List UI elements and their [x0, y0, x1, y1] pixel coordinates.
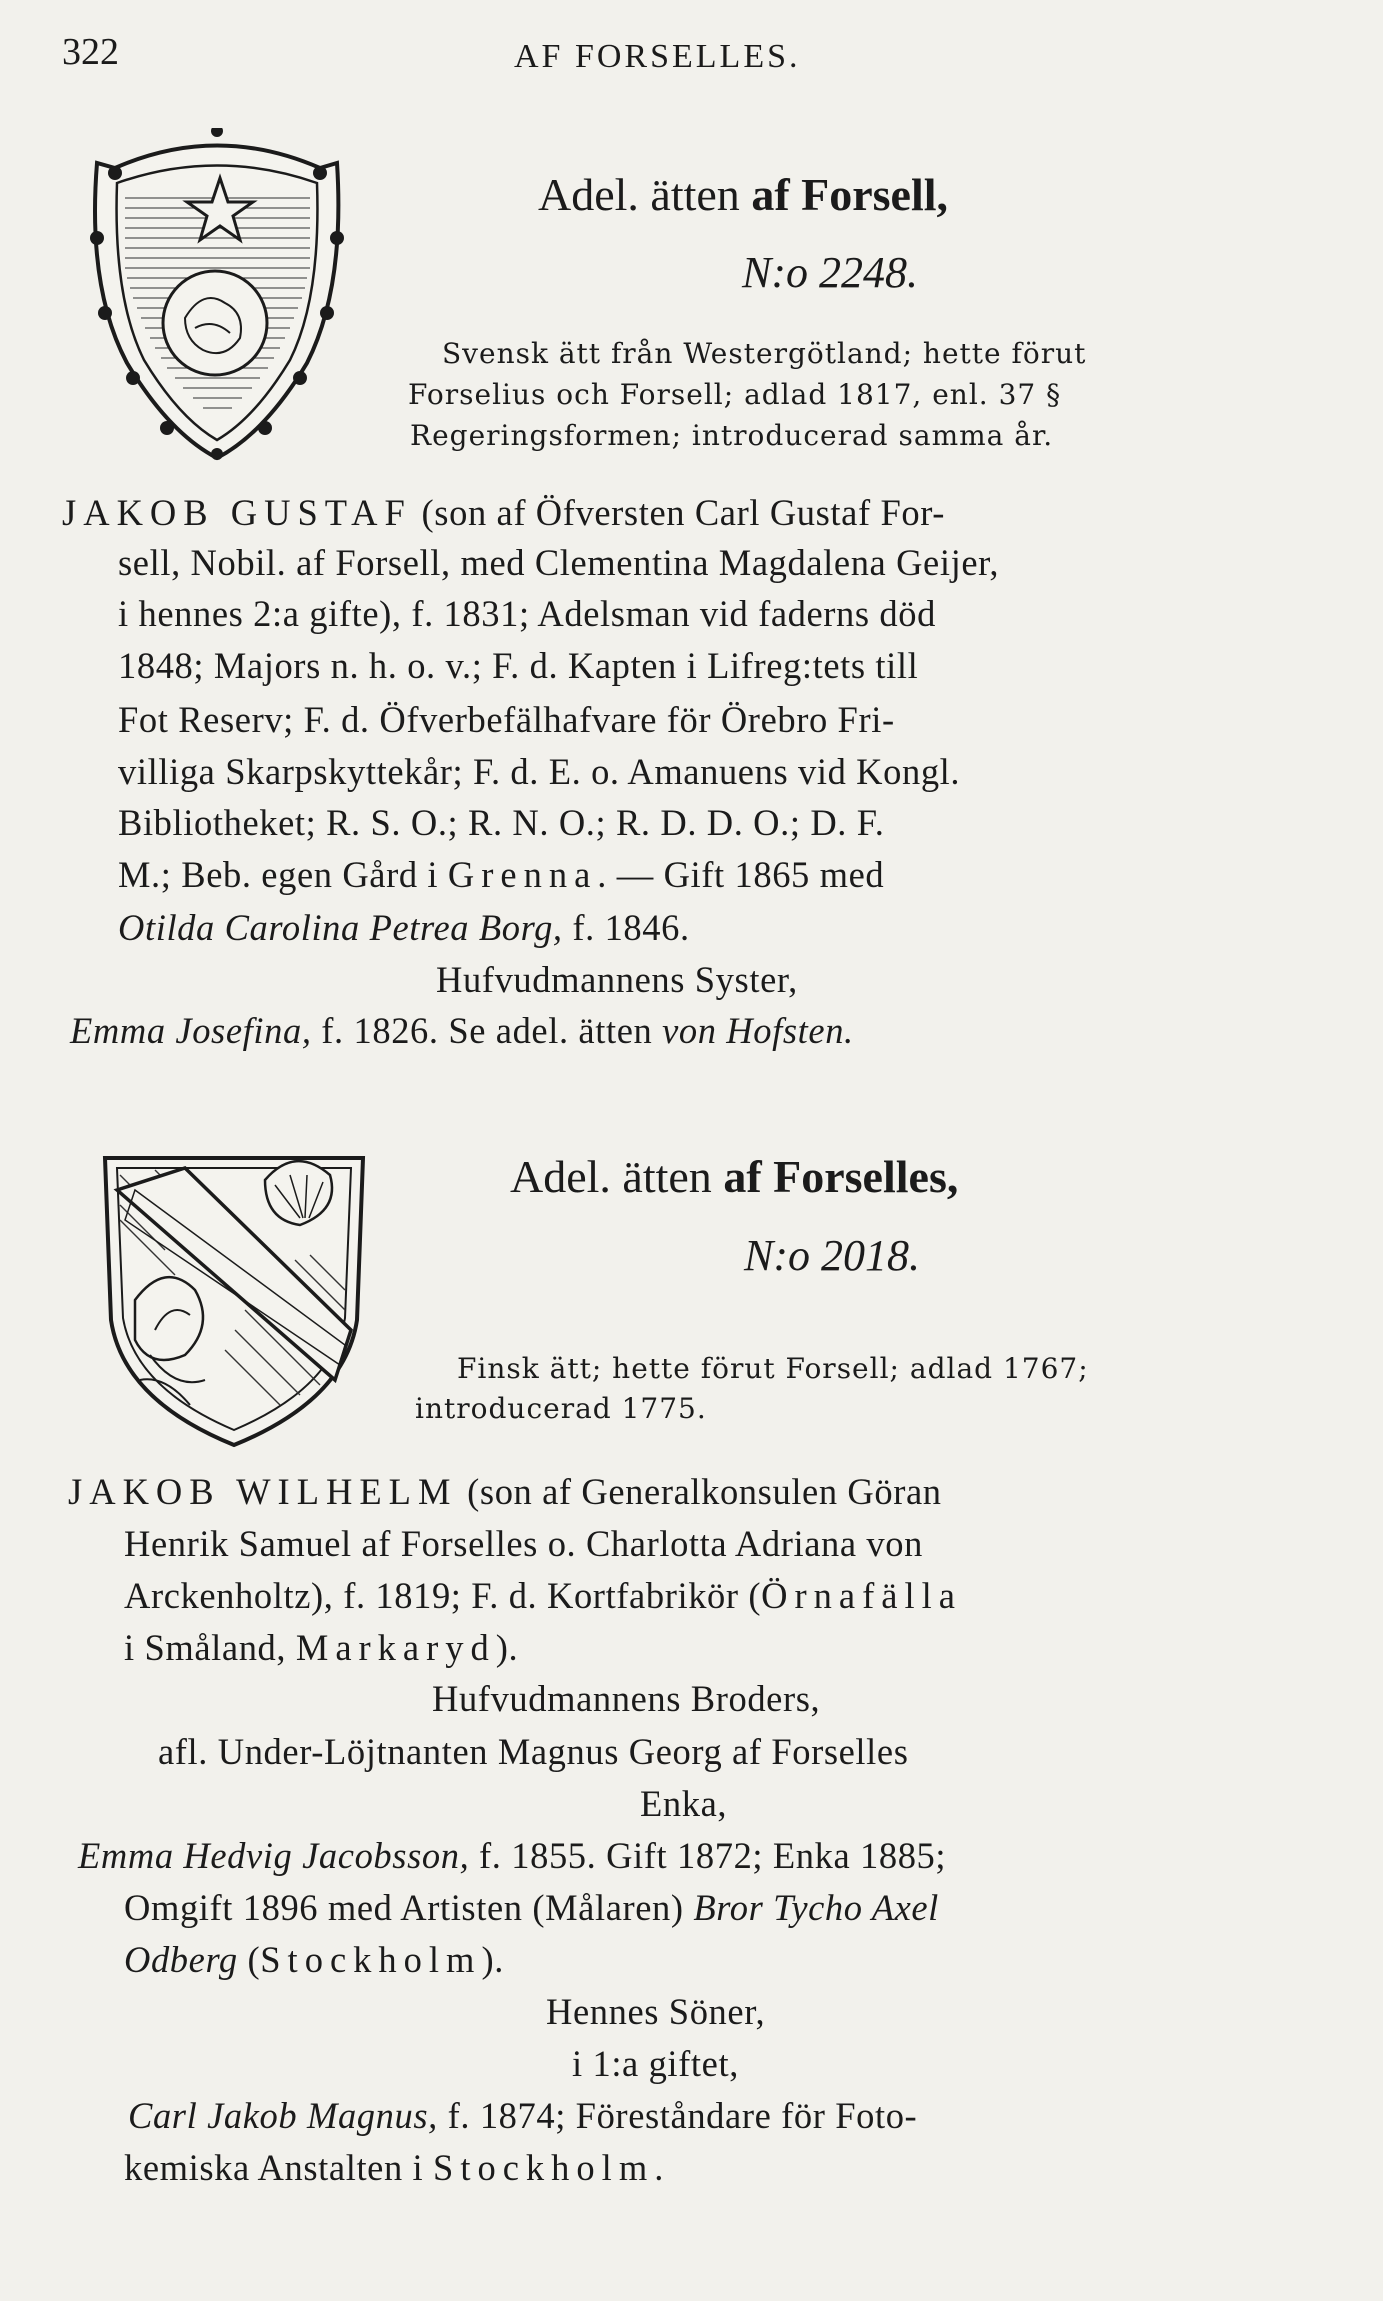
section2-son-name: Carl Jakob Magnus,: [128, 2095, 438, 2136]
section1-residence-place: Grenna: [447, 854, 598, 895]
section1-intro-line-2: Forselius och Forsell; adlad 1817, enl. 37 §: [408, 378, 1062, 411]
section2-son-line: [128, 2094, 917, 2137]
section2-number: N:o 2018.: [744, 1231, 920, 1280]
section2-head-parentage: (son af Generalkonsulen Göran: [467, 1471, 942, 1512]
section2-sons-heading: Hennes Söner,: [546, 1991, 766, 2032]
section2-title: [510, 1150, 958, 1203]
section1-sister-line: [70, 1009, 854, 1052]
section1-residence-prefix: M.; Beb. egen Gård i: [118, 854, 448, 895]
section1-spouse-born: f. 1846.: [562, 907, 690, 948]
section2-remarriage-text: Omgift 1896 med Artisten (Målaren): [124, 1887, 694, 1928]
section1-head-name: JAKOB GUSTAF: [62, 492, 412, 533]
section1-body-line-4: 1848; Majors n. h. o. v.; F. d. Kapten i Lifreg:tets till: [118, 645, 919, 686]
section2-origin-text: Arckenholtz), f. 1819; F. d. Kortfabrikör (: [124, 1575, 762, 1616]
section1-intro-line-1: Svensk ätt från Westergötland; hette förut: [442, 337, 1087, 370]
section1-sister-heading: Hufvudmannens Syster,: [436, 959, 798, 1000]
section2-origin-place: Örnafälla: [761, 1575, 962, 1616]
section1-body-line-1: [62, 491, 945, 534]
section1-intro-line-3: Regeringsformen; introducerad samma år.: [410, 419, 1054, 452]
section2-brother-heading: Hufvudmannens Broders,: [432, 1678, 821, 1719]
section1-body-line-7: Bibliotheket; R. S. O.; R. N. O.; R. D. D. O.; D. F.: [118, 802, 885, 843]
section2-region-close: ).: [495, 1627, 519, 1668]
section2-head-name: JAKOB WILHELM: [68, 1471, 458, 1512]
page-number: 322: [62, 31, 119, 73]
section2-body-line-3: [124, 1574, 962, 1617]
section2-brother-line: afl. Under-Löjtnanten Magnus Georg af Forselles: [158, 1731, 909, 1772]
section2-region-place: Markaryd: [295, 1627, 496, 1668]
section2-widow-heading: Enka,: [640, 1783, 728, 1824]
section1-body-line-5: Fot Reserv; F. d. Öfverbefälhafvare för Örebro Fri-: [118, 699, 895, 740]
section1-sister-born: f. 1826. Se adel. ätten: [311, 1010, 663, 1051]
coat-of-arms-forsell-icon: [75, 128, 360, 463]
section1-sister-name: Emma Josefina,: [70, 1010, 312, 1051]
section1-spouse-line: [118, 906, 690, 949]
section1-title-prefix: Adel. ätten: [538, 169, 752, 220]
section1-body-line-2: sell, Nobil. af Forsell, med Clementina Magdalena Geijer,: [118, 542, 1000, 583]
section1-body-line-6: villiga Skarpskyttekår; F. d. E. o. Amanuens vid Kongl.: [118, 751, 961, 792]
section2-widow-line: [78, 1834, 946, 1877]
section2-remarriage-line-2: Odberg (Stockholm).: [124, 1939, 504, 1980]
section1-body-line-3: i hennes 2:a gifte), f. 1831; Adelsman vid faderns död: [118, 593, 936, 634]
section2-intro-line-1: Finsk ätt; hette förut Forsell; adlad 1767;: [457, 1352, 1089, 1385]
section2-body-line-1: [68, 1470, 942, 1513]
section2-body-line-4: [124, 1626, 518, 1669]
section2-marriage-heading: i 1:a giftet,: [572, 2043, 739, 2084]
section1-sister-reference: von Hofsten.: [662, 1010, 854, 1051]
section2-son-line-2: [124, 2146, 664, 2189]
section1-marriage-text: . — Gift 1865 med: [597, 854, 885, 895]
section2-widow-dates: f. 1855. Gift 1872; Enka 1885;: [469, 1835, 947, 1876]
section2-family-name: af Forselles,: [723, 1151, 959, 1202]
section2-second-husband-surname: Odberg: [124, 1939, 238, 1980]
section2-title-prefix: Adel. ätten: [510, 1151, 724, 1202]
section2-son-dates: f. 1874; Föreståndare för Foto-: [437, 2095, 918, 2136]
section2-remarriage-line: [124, 1886, 939, 1929]
section2-residence-city: Stockholm: [260, 1939, 482, 1980]
section2-son-city: Stockholm: [433, 2147, 655, 2188]
coat-of-arms-forselles-icon: [95, 1130, 373, 1450]
section1-spouse-name: Otilda Carolina Petrea Borg,: [118, 907, 563, 948]
section1-body-line-8: [118, 853, 884, 896]
section1-family-name: af Forsell,: [751, 169, 949, 220]
section2-son-line-end: .: [654, 2147, 664, 2188]
section1-number: N:o 2248.: [742, 248, 918, 297]
section1-title: [538, 168, 948, 221]
section2-region-text: i Småland,: [124, 1627, 296, 1668]
section2-body-line-2: Henrik Samuel af Forselles o. Charlotta Adriana von: [124, 1523, 923, 1564]
section1-head-parentage: (son af Öfversten Carl Gustaf For-: [421, 492, 945, 533]
section2-son-workplace: kemiska Anstalten i: [124, 2147, 434, 2188]
running-title: AF FORSELLES.: [514, 38, 801, 75]
section2-intro-line-2: introducerad 1775.: [415, 1392, 707, 1425]
section2-second-husband-name: Bror Tycho Axel: [693, 1887, 939, 1928]
section2-widow-name: Emma Hedvig Jacobsson,: [78, 1835, 470, 1876]
